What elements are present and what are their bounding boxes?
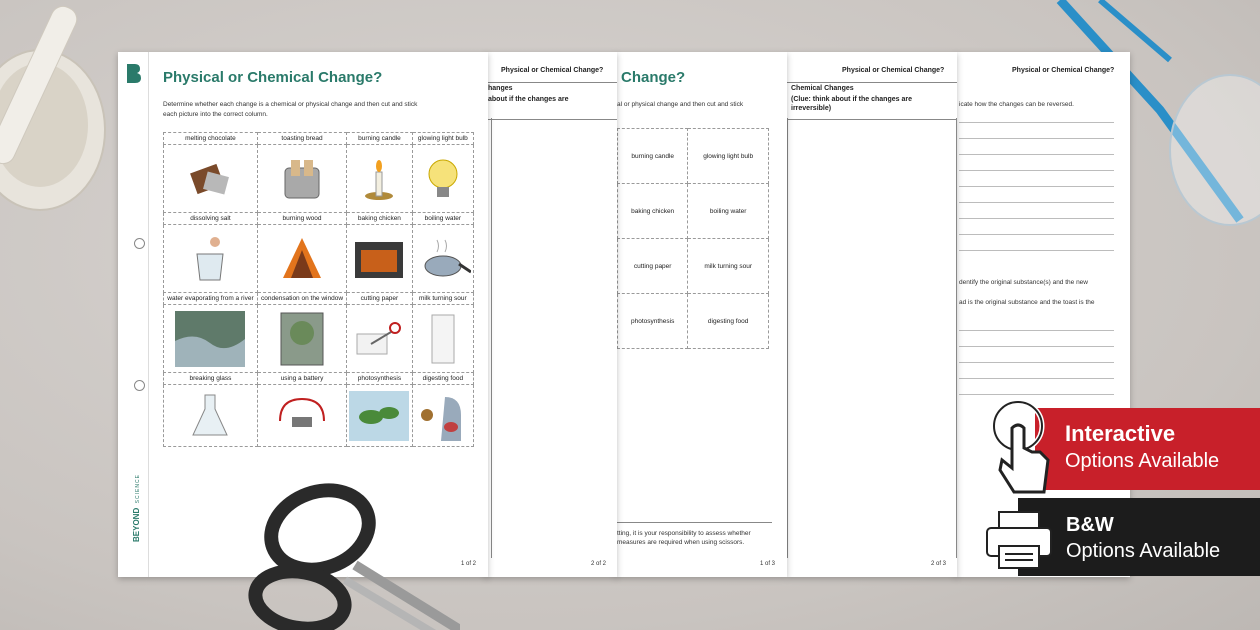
page1-instructions-line1: Determine whether each change is a chemical or physical change and then cut and stick: [163, 101, 418, 108]
label-cutting-paper: cutting paper: [347, 293, 413, 305]
page3-instructions: al or physical change and then cut and stick: [617, 101, 744, 108]
label-milk-turning-sour: milk turning sour: [412, 293, 473, 305]
page2-header: Physical or Chemical Change?: [501, 67, 604, 74]
toasting-bread-picture: [257, 145, 346, 213]
brand-vertical-text: [126, 474, 144, 542]
page2-col-head2: about if the changes are: [488, 96, 569, 103]
boiling-water-picture: [412, 225, 473, 293]
page5-text3: ad is the original substance and the toast is the: [959, 299, 1095, 306]
label-burning-wood: burning wood: [257, 213, 346, 225]
beyond-logo-icon: [124, 62, 142, 84]
page4-col-title: Chemical Changes: [791, 85, 854, 92]
dissolving-salt-picture: [164, 225, 258, 293]
label-water-evaporating: water evaporating from a river: [164, 293, 258, 305]
breaking-glass-picture: [164, 385, 258, 447]
label-melting-chocolate: melting chocolate: [164, 133, 258, 145]
touch-hand-icon: [992, 398, 1054, 496]
bw-title: B&W: [1066, 514, 1114, 536]
photosynthesis-picture: [347, 385, 413, 447]
page3-cell: burning candle: [618, 129, 688, 184]
mortar-and-pestle-image: [0, 0, 120, 220]
water-evaporating-picture: [164, 305, 258, 373]
burning-candle-picture: [347, 145, 413, 213]
page4-header: Physical or Chemical Change?: [842, 67, 945, 74]
label-burning-candle: burning candle: [347, 133, 413, 145]
page3-cell: photosynthesis: [618, 294, 688, 349]
glowing-light-bulb-picture: [412, 145, 473, 213]
interactive-options-badge: [1035, 408, 1260, 490]
page3-page-number: 1 of 3: [760, 561, 776, 567]
page3-footer-line2: measures are required when using scissors.: [617, 539, 745, 546]
page3-cell: milk turning sour: [688, 239, 769, 294]
page1-picture-grid: [163, 132, 474, 447]
worksheet-page-2: [485, 52, 617, 577]
page3-title: Change?: [621, 69, 686, 86]
page3-cell: digesting food: [688, 294, 769, 349]
worksheet-page-4: [787, 52, 957, 577]
page3-footer-line1: tting, it is your responsibility to assess whether: [617, 530, 751, 537]
milk-turning-sour-picture: [412, 305, 473, 373]
page1-page-number: 1 of 2: [461, 561, 477, 567]
label-digesting-food: digesting food: [412, 373, 473, 385]
printer-icon: [983, 510, 1055, 570]
page3-cell: boiling water: [688, 184, 769, 239]
page2-page-number: 2 of 2: [591, 561, 607, 567]
page5-text2: dentify the original substance(s) and the new: [959, 279, 1088, 286]
page1-title: Physical or Chemical Change?: [163, 69, 383, 86]
using-a-battery-picture: [257, 385, 346, 447]
page4-page-number: 2 of 3: [931, 561, 947, 567]
page3-cell: glowing light bulb: [688, 129, 769, 184]
digesting-food-picture: [412, 385, 473, 447]
condensation-picture: [257, 305, 346, 373]
page4-col-sub2: irreversible): [791, 105, 832, 112]
label-photosynthesis: photosynthesis: [347, 373, 413, 385]
burning-wood-picture: [257, 225, 346, 293]
brand-science: SCIENCE: [135, 474, 141, 504]
page3-picture-grid: [617, 128, 769, 349]
page5-header: Physical or Chemical Change?: [1012, 67, 1115, 74]
page1-instructions-line2: each picture into the correct column.: [163, 111, 268, 118]
label-condensation: condensation on the window: [257, 293, 346, 305]
label-boiling-water: boiling water: [412, 213, 473, 225]
label-toasting-bread: toasting bread: [257, 133, 346, 145]
page2-col-head1: hanges: [488, 85, 513, 92]
label-glowing-light-bulb: glowing light bulb: [412, 133, 473, 145]
label-dissolving-salt: dissolving salt: [164, 213, 258, 225]
interactive-title: Interactive: [1065, 421, 1176, 446]
melting-chocolate-picture: [164, 145, 258, 213]
page3-cell: baking chicken: [618, 184, 688, 239]
binder-hole: [134, 380, 145, 391]
cutting-paper-picture: [347, 305, 413, 373]
page5-text1: icate how the changes can be reversed.: [959, 101, 1074, 108]
page4-col-sub1: (Clue: think about if the changes are: [791, 96, 912, 103]
interactive-subtitle: Options Available: [1065, 450, 1220, 472]
label-using-a-battery: using a battery: [257, 373, 346, 385]
label-baking-chicken: baking chicken: [347, 213, 413, 225]
brand-beyond: BEYOND: [132, 507, 141, 542]
baking-chicken-picture: [347, 225, 413, 293]
label-breaking-glass: breaking glass: [164, 373, 258, 385]
bw-subtitle: Options Available: [1066, 540, 1221, 562]
worksheet-page-3: [615, 52, 787, 577]
page3-cell: cutting paper: [618, 239, 688, 294]
binder-hole: [134, 238, 145, 249]
scissors-image: [245, 470, 460, 630]
